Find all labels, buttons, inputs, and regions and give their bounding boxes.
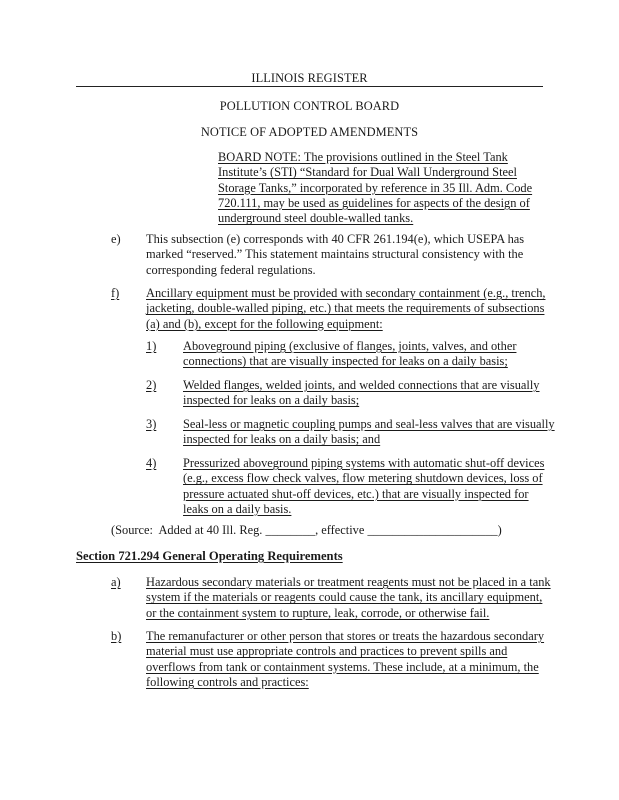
board-note	[218, 150, 548, 226]
item-line: Pressurized aboveground piping systems with automatic shut-off devices	[183, 456, 545, 470]
para-e-line: marked “reserved.” This statement maintains structural consistency with the	[146, 247, 524, 262]
source-effective-blank: _____________________	[367, 523, 498, 537]
para-a-line: or the containment system to rupture, leak, corrode, or otherwise fail.	[146, 605, 490, 620]
item-line: leaks on a daily basis.	[183, 501, 292, 516]
item-line: connections) that are visually inspected for leaks on a daily basis;	[183, 354, 508, 369]
item-2-text	[183, 378, 555, 409]
item-1-text	[183, 339, 555, 370]
para-b-line: following controls and practices:	[146, 674, 309, 689]
notice-title: NOTICE OF ADOPTED AMENDMENTS	[200, 125, 419, 139]
item-line: inspected for leaks on a daily basis;	[183, 393, 360, 408]
para-a-text	[146, 575, 556, 621]
para-f-label: f)	[111, 286, 120, 300]
item-line: Seal-less or magnetic coupling pumps and seal-less valves that are visually	[183, 417, 555, 431]
item-3-text	[183, 417, 555, 448]
para-b-label: b)	[111, 629, 122, 643]
item-1-label: 1)	[146, 339, 157, 353]
header-rule	[76, 86, 543, 87]
board-note-line: Institute’s (STI) “Standard for Dual Wall Underground Steel	[218, 165, 517, 180]
para-e-line: corresponding federal regulations.	[146, 262, 316, 277]
item-line: (e.g., excess flow check valves, flow metering shutdown devices, loss of	[183, 471, 543, 486]
source-reg-blank: ________	[265, 523, 316, 537]
source-suffix: )	[497, 523, 502, 537]
source-middle: , effective	[315, 523, 368, 537]
item-4-label: 4)	[146, 456, 157, 470]
item-line: pressure actuated shut-off devices, etc.) that are visually inspected for	[183, 486, 529, 501]
item-4-text	[183, 456, 555, 517]
para-f-line: Ancillary equipment must be provided with secondary containment (e.g., trench,	[146, 286, 546, 300]
para-e-line: This subsection (e) corresponds with 40 CFR 261.194(e), which USEPA has	[146, 232, 525, 246]
board-note-line: BOARD NOTE: The provisions outlined in the Steel Tank	[218, 150, 508, 164]
register-title: ILLINOIS REGISTER	[251, 71, 368, 85]
item-line: Welded flanges, welded joints, and welded connections that are visually	[183, 378, 540, 392]
para-e-label: e)	[111, 232, 121, 246]
source-prefix: (Source: Added at 40 Ill. Reg.	[111, 523, 266, 537]
para-a-label: a)	[111, 575, 121, 589]
board-note-line: Storage Tanks,” incorporated by reference in 35 Ill. Adm. Code	[218, 180, 533, 195]
para-f-line: (a) and (b), except for the following equipment:	[146, 316, 383, 331]
board-title: POLLUTION CONTROL BOARD	[219, 99, 400, 113]
para-b-line: The remanufacturer or other person that stores or treats the hazardous secondary	[146, 629, 545, 643]
para-a-line: system if the materials or reagents could cause the tank, its ancillary equipment,	[146, 590, 543, 605]
para-b-line: overflows from tank or containment systems. These include, at a minimum, the	[146, 659, 539, 674]
section-heading: Section 721.294 General Operating Requirements	[76, 549, 343, 563]
board-note-line: underground steel double-walled tanks.	[218, 211, 414, 226]
item-line: Aboveground piping (exclusive of flanges, joints, valves, and other	[183, 339, 517, 353]
item-line: inspected for leaks on a daily basis; and	[183, 432, 381, 447]
para-b-line: material must use appropriate controls and practices to prevent spills and	[146, 644, 508, 659]
para-f-line: jacketing, double-walled piping, etc.) that meets the requirements of subsections	[146, 301, 545, 316]
para-f-text	[146, 286, 556, 332]
board-note-line: 720.111, may be used as guidelines for aspects of the design of	[218, 195, 530, 210]
item-2-label: 2)	[146, 378, 157, 392]
para-b-text	[146, 629, 556, 690]
source-line	[111, 523, 502, 538]
para-a-line: Hazardous secondary materials or treatment reagents must not be placed in a tank	[146, 575, 551, 589]
para-e-text	[146, 232, 556, 278]
item-3-label: 3)	[146, 417, 157, 431]
